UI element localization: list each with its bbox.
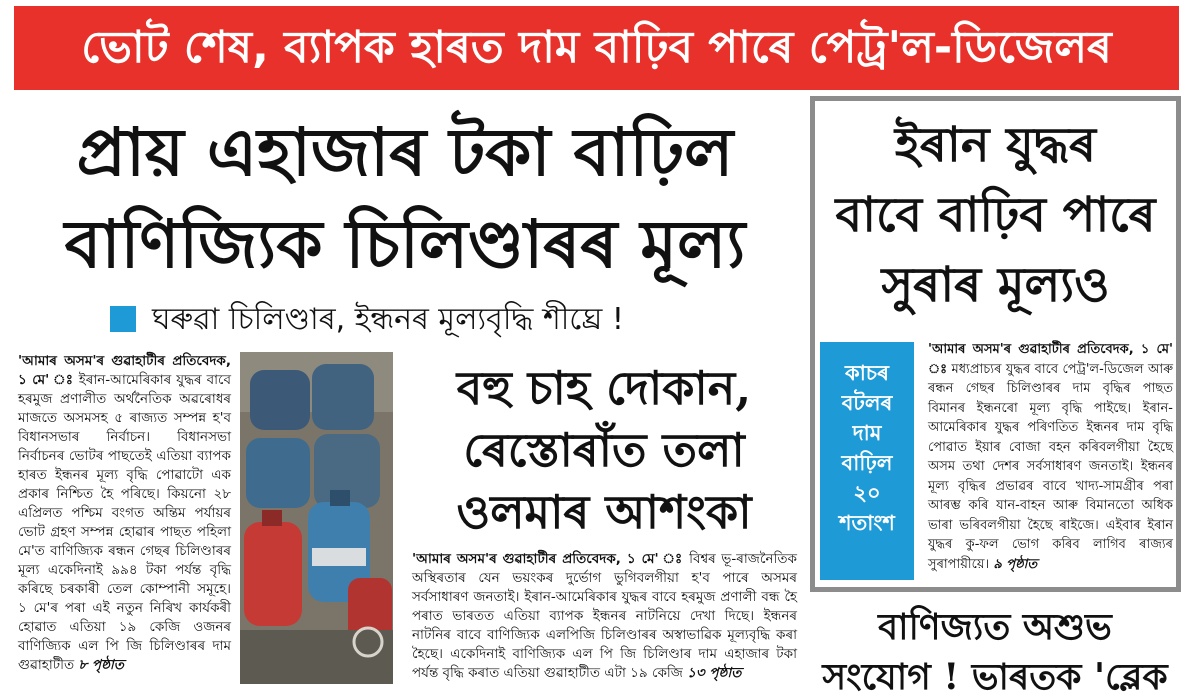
right-story-body <box>928 340 1173 574</box>
callout-line2: বটলৰ <box>841 391 893 415</box>
right-story-credit: 'আমাৰ অসম'ৰ গুৱাহাটীৰ প্ৰতিবেদক, ১ মে' ঃ <box>928 342 1173 377</box>
main-subhead <box>110 297 800 343</box>
bottle-price-callout <box>820 342 914 580</box>
callout-line4: বাঢ়িল <box>841 451 893 475</box>
main-headline <box>10 106 800 290</box>
second-story-credit: 'আমাৰ অসম'ৰ গুৱাহাটীৰ প্ৰতিবেদক, ১ মে' ঃ <box>412 551 684 567</box>
top-banner-headline: ভোট শেষ, ব্যাপক হাৰত দাম বাঢ়িব পাৰে পেট্ৰ'ল-ডিজেলৰ <box>14 6 1179 90</box>
right-story-headline <box>815 110 1176 320</box>
second-story-page-ref: ১৩ পৃষ্ঠাত <box>687 665 742 681</box>
main-subhead-text: ঘৰুৱা চিলিণ্ডাৰ, ইন্ধনৰ মূল্যবৃদ্ধি শীঘ্ৰে ! <box>152 302 624 337</box>
second-story-headline <box>404 357 804 543</box>
second-headline-line2: ৰেস্তোৰাঁত তলা <box>463 423 745 477</box>
right-headline-line2: বাবে বাঢ়িব পাৰে <box>835 187 1156 243</box>
bottom-headline-line2: সংযোগ ! ভাৰতক 'ব্লেক <box>822 656 1168 698</box>
blue-square-bullet-icon <box>110 306 136 332</box>
right-story-page-ref: ৯ পৃষ্ঠাত <box>993 556 1038 572</box>
right-headline-line1: ইৰান যুদ্ধৰ <box>894 117 1097 173</box>
second-story-body <box>412 550 797 683</box>
bottom-headline-line1: বাণিজ্যত অশুভ <box>878 606 1112 648</box>
main-story-body <box>18 352 231 675</box>
gas-cylinders-photo <box>240 352 393 684</box>
bottom-story-headline <box>810 602 1180 699</box>
callout-line3: দাম <box>852 421 882 445</box>
main-story-credit: 'আমাৰ অসম'ৰ গুৱাহাটীৰ প্ৰতিবেদক, ১ মে' ঃ <box>18 353 231 388</box>
second-headline-line1: বহু চাহ দোকান, <box>456 361 752 415</box>
main-story-text: ইৰান-আমেৰিকাৰ যুদ্ধৰ বাবে হৰমুজ প্ৰণালীত অৰ্থনৈতিক অৱৰোধৰ মাজতে অসমসহ ৫ ৰাজ্যত সম্পন্ন হ'ব বিধানসভাৰ নিৰ্বাচন। বিধানসভা নিৰ্বাচনৰ ভোটৰ পাছতেই এতিয়া ব্যাপক হাৰত ইন্ধনৰ মূল্য বৃদ্ধি পোৱাটো এক প্ৰকাৰ নিশ্চিত হৈ পৰিছে। কিয়নো ২৮ এপ্ৰিলত পশ্চিম বংগত অন্তিম পৰ্যায়ৰ ভোট গ্ৰহণ সম্পন্ন হোৱাৰ পাছত পহিলা মে'ত বাণিজ্যিক ৰন্ধন গেছৰ চিলিণ্ডাৰৰ মূল্য একেদিনাই ৯৯৪ টকা পৰ্যন্ত বৃদ্ধি কৰিছে চৰকাৰী তেল কোম্পানী সমূহে। ১ মে'ৰ পৰা এই নতুন নিৰিখ কাৰ্যকৰী হোৱাত এতিয়া ১৯ কেজি ওজনৰ বাণিজ্যিক এল পি জি চিলিণ্ডাৰৰ দাম গুৱাহাটীত <box>18 372 231 673</box>
right-headline-line3: সুৰাৰ মূল্যও <box>881 257 1110 313</box>
main-headline-line2: বাণিজ্যিক চিলিণ্ডাৰৰ মূল্য <box>64 205 746 283</box>
callout-line1: কাচৰ <box>845 361 889 385</box>
second-story-text: বিশ্বৰ ভূ-ৰাজনৈতিক অস্থিৰতাৰ যেন ভয়ংকৰ দুৰ্ভোগ ভুগিবলগীয়া হ'ব পাৰে অসমৰ সৰ্বসাধাৰণ জনতাই। ইৰান-আমেৰিকাৰ যুদ্ধৰ বাবে হৰমুজ প্ৰণালী বন্ধ হৈ পৰাত ভাৰতত এতিয়া ব্যাপক ইন্ধনৰ নাটনিয়ে দেখা দিছে। ইন্ধনৰ নাটনিৰ বাবে বাণিজ্যিক এলপিজি চিলিণ্ডাৰৰ অস্বাভাৱিক মূল্যবৃদ্ধি কৰা হৈছে। একেদিনাই বাণিজ্যিক এল পি জি চিলিণ্ডাৰ দাম এহাজাৰ টকা পৰ্যন্ত বৃদ্ধি কৰাত এতিয়া গুৱাহাটীত এটা ১৯ কেজি <box>412 551 798 681</box>
main-story-page-ref: ৮ পৃষ্ঠাত <box>78 657 124 673</box>
callout-line5: ২০ <box>853 481 881 505</box>
second-headline-line3: ওলমাৰ আশংকা <box>456 485 752 539</box>
right-story-text: মধ্যপ্ৰাচ্যৰ যুদ্ধৰ বাবে পেট্ৰ'ল-ডিজেল আৰু ৰন্ধন গেছৰ চিলিণ্ডাৰৰ দাম বৃদ্ধিৰ পাছত বিমানৰ ইন্ধনৰো মূল্য বৃদ্ধি পাইছে। ইৰান-আমেৰিকাৰ যুদ্ধৰ পৰিণতিত ইন্ধনৰ দাম বৃদ্ধি পোৱাত ইয়াৰ বোজা বহন কৰিবলগীয়া হৈছে অসম তথা দেশৰ সৰ্বসাধাৰণ জনতাই। ইন্ধনৰ মূল্য বৃদ্ধিৰ প্ৰভাৱৰ বাবে খাদ্য-সামগ্ৰীৰ পৰা আৰম্ভ কৰি যান-বাহন আৰু বিমানতো অধিক ভাৰা ভৰিবলগীয়া হৈছে ৰাইজে। এইবাৰ ইৰান যুদ্ধৰ কু-ফল ভোগ কৰিব লাগিব ৰাজ্যৰ সুৰাপায়ীয়ে। <box>928 361 1173 572</box>
main-headline-line1: প্ৰায় এহাজাৰ টকা বাঢ়িল <box>76 113 734 191</box>
callout-line6: শতাংশ <box>839 511 895 535</box>
